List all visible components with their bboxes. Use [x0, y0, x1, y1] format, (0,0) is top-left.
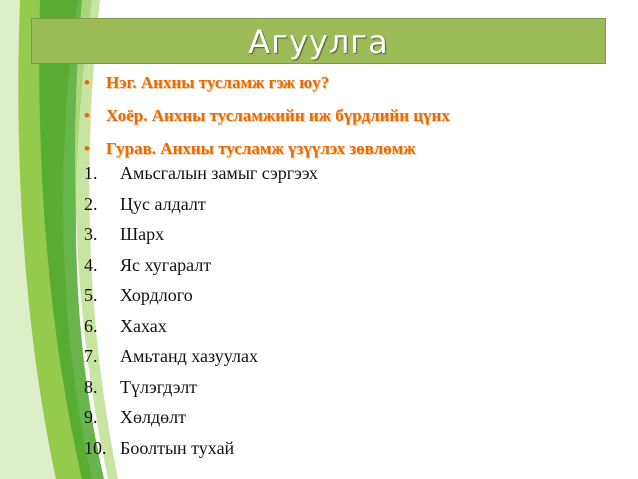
item-text: Хахах — [120, 315, 167, 336]
item-text: Боолтын тухай — [120, 437, 235, 458]
bullet-text: Нэг. Анхны тусламж гэж юу? — [106, 73, 330, 92]
numbered-item — [84, 402, 318, 433]
item-number: 7. — [84, 346, 98, 366]
item-text: Амьтанд хазуулах — [120, 346, 258, 366]
numbered-item — [84, 250, 318, 281]
bullet-marker: • — [84, 73, 90, 92]
item-text: Яс хугаралт — [120, 254, 212, 275]
title-bar — [31, 18, 606, 64]
bullet-item — [84, 66, 450, 99]
numbered-item — [84, 280, 318, 311]
numbered-item — [84, 341, 318, 372]
topic-numbered-list — [84, 158, 318, 463]
bullet-marker: • — [84, 139, 90, 158]
item-text: Түлэгдэлт — [120, 376, 198, 397]
item-number: 4. — [84, 254, 98, 275]
item-number: 5. — [84, 285, 98, 305]
item-number: 10. — [84, 437, 107, 458]
bullet-item — [84, 99, 450, 132]
item-text: Цус алдалт — [120, 193, 206, 214]
item-number: 2. — [84, 193, 98, 214]
numbered-item — [84, 311, 318, 342]
item-text: Хордлого — [120, 285, 193, 305]
slide-title: Агуулга — [248, 23, 389, 61]
item-text: Амьсгалын замыг сэргээх — [120, 163, 318, 183]
item-number: 3. — [84, 224, 98, 244]
item-number: 8. — [84, 376, 98, 397]
bullet-text: Хоёр. Анхны тусламжийн иж бүрдлийн цүнх — [106, 106, 450, 125]
item-number: 9. — [84, 407, 98, 427]
bullet-text: Гурав. Анхны тусламж үзүүлэх зөвлөмж — [106, 139, 416, 158]
item-text: Хөлдөлт — [120, 407, 186, 427]
numbered-item — [84, 158, 318, 189]
numbered-item — [84, 433, 318, 464]
bullet-marker: • — [84, 106, 90, 125]
numbered-item — [84, 189, 318, 220]
numbered-item — [84, 219, 318, 250]
section-bullet-list — [84, 66, 450, 165]
item-number: 1. — [84, 163, 98, 183]
item-number: 6. — [84, 315, 98, 336]
numbered-item — [84, 372, 318, 403]
item-text: Шарх — [120, 224, 165, 244]
